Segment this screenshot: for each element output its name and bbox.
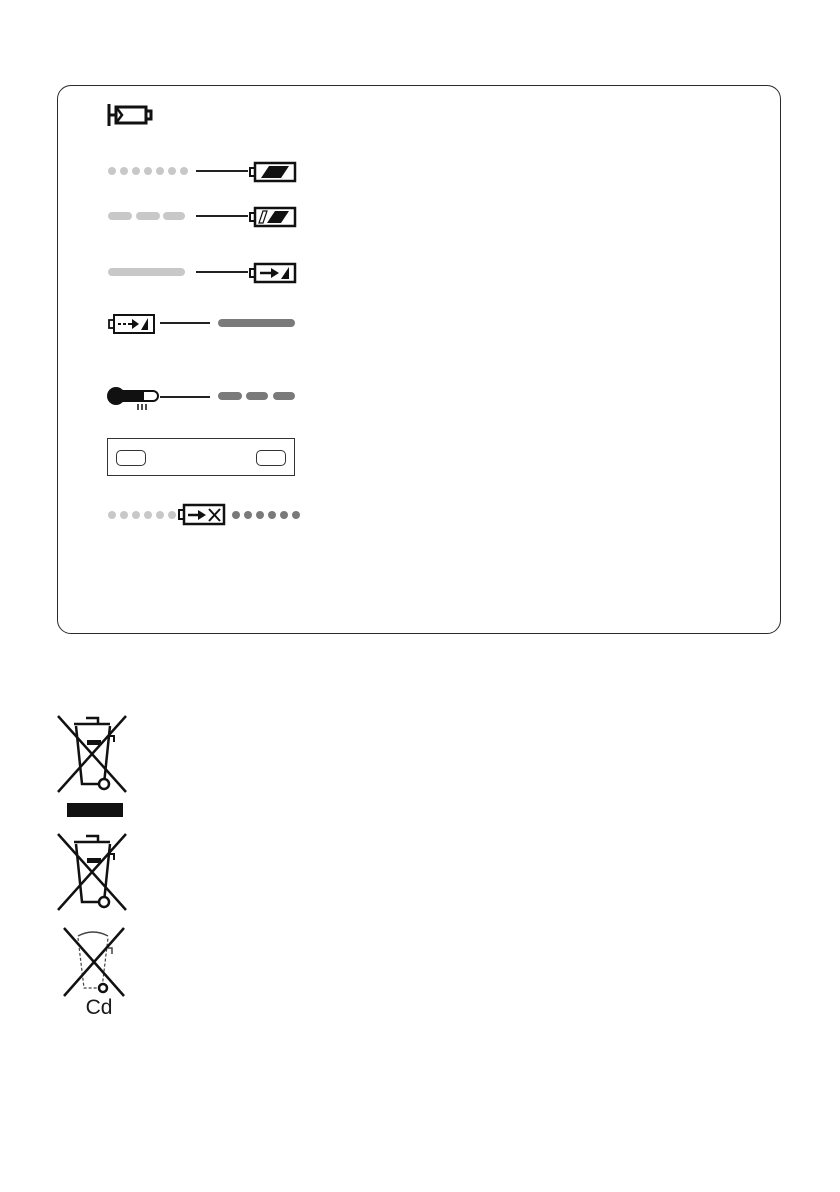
led-dot — [120, 167, 128, 175]
led-dot — [156, 511, 164, 519]
led-dot — [292, 511, 300, 519]
led-dot — [180, 167, 188, 175]
led-dot — [108, 511, 116, 519]
led-dash — [108, 212, 132, 220]
mains-plug-icon — [106, 101, 156, 129]
led-dot — [168, 511, 176, 519]
connector-line — [196, 215, 248, 217]
led-solid-bar — [108, 268, 185, 276]
connector-line — [160, 322, 210, 324]
battery-fast-charge-icon — [108, 313, 156, 335]
battery-low-icon — [249, 206, 297, 228]
led-dot — [156, 167, 164, 175]
crossed-out-wheelie-bin-icon — [54, 714, 130, 794]
led-dot — [244, 511, 252, 519]
charger-display-illustration — [107, 438, 295, 476]
led-dot — [108, 167, 116, 175]
led-dot — [256, 511, 264, 519]
cadmium-label: Cd — [85, 996, 113, 1019]
weee-black-bar — [67, 803, 123, 817]
crossed-out-wheelie-bin-icon — [58, 926, 128, 998]
led-dash — [273, 392, 295, 400]
led-dot — [132, 511, 140, 519]
led-dash — [163, 212, 185, 220]
connector-line — [196, 271, 248, 273]
led-dot — [120, 511, 128, 519]
led-dot — [168, 167, 176, 175]
led-dot — [280, 511, 288, 519]
led-dash — [246, 392, 268, 400]
battery-error-x-icon — [178, 503, 226, 527]
led-dot — [144, 167, 152, 175]
thermometer-heat-icon — [106, 384, 160, 412]
battery-charging-arrow-icon — [249, 262, 297, 284]
led-dot — [144, 511, 152, 519]
battery-full-icon — [249, 161, 297, 183]
connector-line — [196, 170, 248, 172]
crossed-out-wheelie-bin-icon — [54, 832, 130, 912]
led-dot — [268, 511, 276, 519]
led-solid-bar — [218, 319, 295, 327]
charger-right-button — [256, 450, 286, 466]
led-dot — [232, 511, 240, 519]
led-dot — [132, 167, 140, 175]
led-dash — [218, 392, 242, 400]
led-dash — [136, 212, 160, 220]
connector-line — [160, 396, 210, 398]
led-indicator-legend-panel — [57, 85, 781, 634]
charger-left-button — [116, 450, 146, 466]
